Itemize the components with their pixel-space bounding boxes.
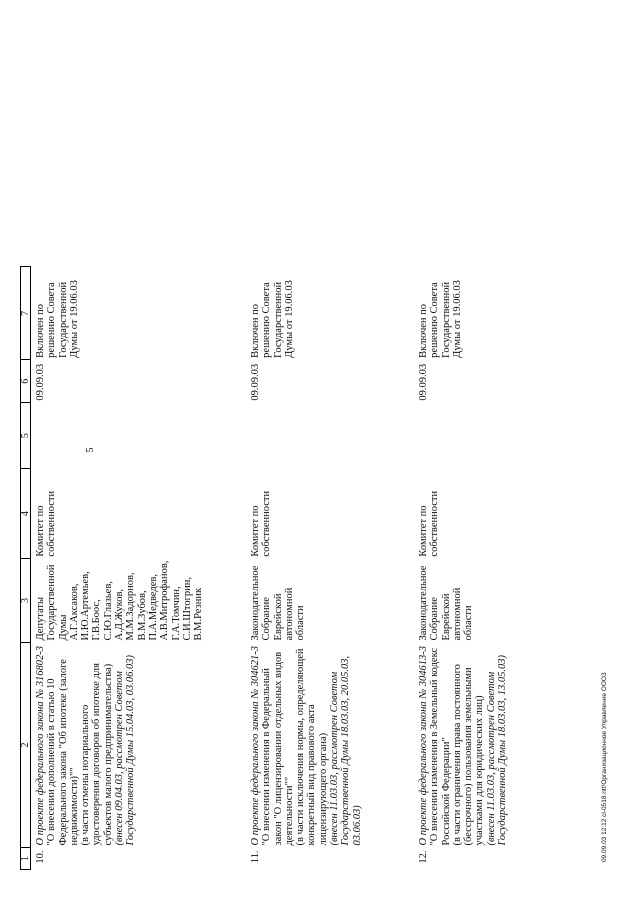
row-number: 10. [35,850,46,864]
row-number: 12. [418,850,429,864]
initiator-cell: Депутаты Государственной Думы А.Г.Аксаков, И.Ю.Артемьев, Г.В.Боос, С.Ю.Глазьев, А.Д.Жуков, М.М.Задорнов, В.М.Зубов, П.А.Медведев, А.В.Митрофанов, Г.А.Томчин, С.И.Штогрин, В.М.Резник [35,560,205,641]
page-number: 5 [85,447,96,453]
bill-intro-dates: (внесен 09.04.03, рассмотрен Советом Государственной Думы 15.04.03, 03.06.03) [114,655,137,846]
column-header: 2 [21,643,31,848]
bill-description [250,643,418,848]
column-header: 4 [21,469,31,559]
print-footer: 09.09.03 12:12 cl-0518.ntf/Организационное Управление ООО3 [601,672,608,862]
bill-description [418,643,601,848]
column-header: 1 [21,848,31,870]
decision-cell: Включен по решению Совета Государственной Думы от 19.06.03 [35,280,80,358]
column-header: 5 [21,403,31,469]
empty-cell [418,403,601,469]
bill-note: (в части исключения нормы, определяющей конкретный вид правового акта лицензирующего органа) [295,648,329,846]
column-header: 6 [21,360,31,403]
bill-intro-dates: (внесен 11.03.03, рассмотрен Советом Государственной Думы 18.03.03, 20.05.03, 03.06.03) [329,655,363,846]
date-cell: 09.09.03 [35,363,46,401]
committee-cell: Комитет по собственности [35,490,58,557]
committee-cell: Комитет по собственности [250,490,273,557]
bill-project: О проекте федерального закона № 316802-3 [35,646,46,846]
decision-cell: Включен по решению Совета Государственной Думы от 19.06.03 [250,280,295,358]
date-cell: 09.09.03 [250,363,261,401]
committee-cell: Комитет по собственности [418,490,441,557]
initiator-cell: Законодательное Собрание Еврейской автономной области [250,565,307,641]
column-header-row [21,267,31,870]
table-row [250,267,418,870]
table-row [418,267,601,870]
legislation-table [20,266,601,870]
empty-cell [31,403,251,469]
bill-project: О проекте федерального закона № 304613-3 [418,646,429,846]
column-header: 7 [21,267,31,360]
decision-cell: Включен по решению Совета Государственной Думы от 19.06.03 [418,280,463,358]
bill-title: "О внесении дополнений в статью 10 Федерального закона "Об ипотеке (залоге недвижимости)"" [46,659,80,846]
bill-note: (в части отмены нотариального удостоверения договоров об ипотеке для субъектов малого предпринимательства) [80,663,114,846]
bill-title: "О внесении изменения в Земельный кодекс Российской Федерации" [429,647,452,846]
initiator-cell: Законодательное Собрание Еврейской автономной области [418,565,475,641]
column-header: 3 [21,559,31,643]
date-cell: 09.09.03 [418,363,429,401]
bill-description [31,643,251,848]
bill-note: (в части ограничения права постоянного (бессрочного) пользования земельными участками для юридических лиц) [451,664,486,846]
empty-cell [250,403,418,469]
bill-project: О проекте федерального закона № 304621-3 [250,646,261,846]
row-number: 11. [250,850,261,864]
bill-title: "О внесении изменения в Федеральный закон "О лицензировании отдельных видов деятельности"" [261,651,295,846]
bill-intro-dates: (внесен 11.03.03, рассмотрен Советом Государственной Думы 18.03.03, 13.05.03) [485,655,509,846]
table-row [31,267,251,870]
